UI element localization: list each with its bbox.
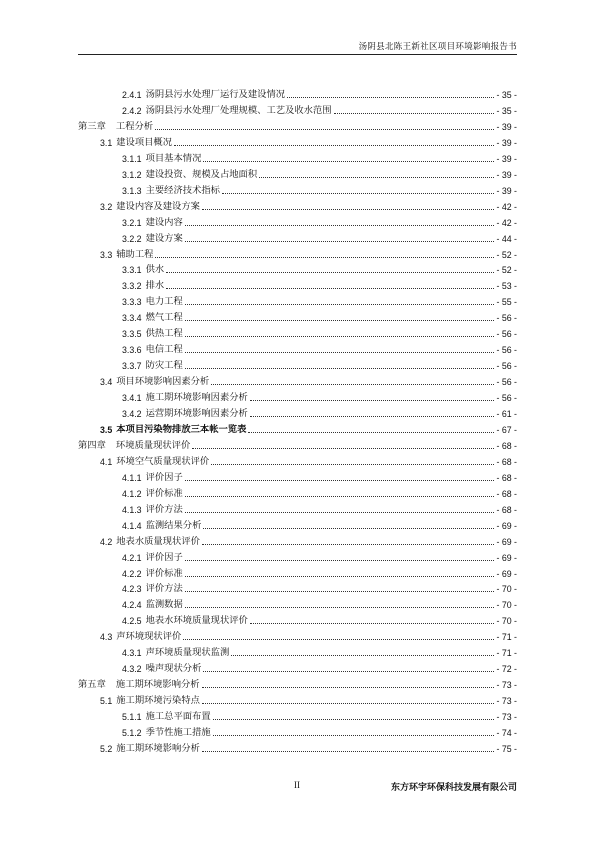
page-header	[78, 40, 517, 55]
toc-entry[interactable]	[100, 199, 517, 213]
toc-entry-number: 4.3.1	[122, 648, 142, 659]
toc-entry-title: 运营期环境影响因素分析	[145, 409, 248, 419]
toc-entry-number: 3.3.1	[122, 265, 142, 276]
toc-entry-title: 防灾工程	[145, 361, 183, 372]
toc-entry[interactable]	[122, 103, 517, 117]
toc-entry[interactable]	[122, 518, 517, 532]
toc-entry-number: 第三章	[78, 121, 106, 132]
toc-entry[interactable]	[100, 454, 517, 468]
toc-entry-title: 排水	[145, 281, 165, 292]
toc-entry[interactable]	[100, 629, 517, 643]
toc-entry-page: - 56 -	[496, 361, 517, 372]
toc-entry-page: - 56 -	[496, 345, 517, 356]
toc-entry-number: 5.1.1	[122, 712, 142, 723]
toc-leader-dots	[250, 623, 495, 624]
toc-entry-title: 汤阴县污水处理厂处理规模、工艺及收水范围	[145, 105, 332, 116]
toc-entry-page: - 35 -	[496, 105, 517, 116]
toc-entry-number: 3.3	[100, 249, 113, 260]
toc-entry[interactable]	[100, 534, 517, 548]
toc-entry-title: 噪声现状分析	[145, 664, 202, 675]
toc-entry-number: 3.3.5	[122, 329, 142, 340]
toc-entry[interactable]	[122, 725, 517, 739]
toc-entry-number: 3.3.6	[122, 345, 142, 356]
toc-leader-dots	[248, 432, 494, 433]
toc-entry-title: 电信工程	[145, 345, 183, 356]
toc-leader-dots	[250, 400, 495, 401]
toc-entry-title: 评价因子	[145, 472, 183, 483]
toc-entry-page: - 44 -	[496, 233, 517, 244]
toc-entry-title: 声环境现状评价	[116, 632, 182, 643]
toc-entry[interactable]	[122, 358, 517, 372]
toc-leader-dots	[185, 368, 495, 369]
toc-entry-number: 3.4	[100, 377, 113, 388]
toc-entry[interactable]	[122, 550, 517, 564]
toc-leader-dots	[155, 129, 494, 130]
toc-leader-dots	[174, 145, 494, 146]
toc-entry-title: 建设内容及建设方案	[116, 201, 200, 212]
footer-company: 东方环宇环保科技发展有限公司	[390, 783, 517, 793]
toc-entry-number: 3.3.2	[122, 281, 142, 292]
toc-entry-title: 建设方案	[145, 233, 183, 244]
toc-entry-page: - 70 -	[496, 600, 517, 611]
toc-entry[interactable]	[122, 151, 517, 165]
toc-leader-dots	[202, 703, 495, 704]
toc-entry-title: 施工期环境影响因素分析	[145, 393, 248, 404]
toc-leader-dots	[334, 113, 495, 114]
toc-entry-page: - 55 -	[496, 297, 517, 308]
toc-entry-title: 建设项目概况	[116, 137, 173, 148]
toc-entry-title: 项目环境影响因素分析	[116, 377, 210, 388]
toc-leader-dots	[202, 544, 495, 545]
toc-entry-number: 3.1.1	[122, 153, 142, 164]
toc-entry[interactable]	[122, 390, 517, 404]
toc-entry-number: 3.5	[100, 424, 113, 435]
toc-entry-number: 5.2	[100, 743, 113, 754]
toc-entry-page: - 72 -	[496, 664, 517, 675]
toc-leader-dots	[185, 304, 495, 305]
toc-leader-dots	[203, 671, 494, 672]
toc-leader-dots	[185, 512, 495, 513]
toc-entry-number: 4.2	[100, 536, 113, 547]
toc-entry-page: - 70 -	[496, 616, 517, 627]
toc-entry[interactable]	[122, 231, 517, 245]
toc-entry-page: - 69 -	[496, 552, 517, 563]
toc-entry-title: 施工期环境污染特点	[116, 696, 200, 707]
toc-entry[interactable]	[122, 87, 517, 101]
toc-entry-title: 施工总平面布置	[145, 712, 211, 723]
toc-entry-page: - 35 -	[496, 90, 517, 100]
toc-leader-dots	[155, 257, 494, 258]
toc-entry[interactable]	[122, 661, 517, 675]
toc-entry[interactable]	[122, 566, 517, 580]
toc-entry-number: 4.2.3	[122, 584, 142, 595]
toc-entry-page: - 69 -	[496, 520, 517, 531]
toc-entry[interactable]	[100, 741, 517, 755]
toc-leader-dots	[166, 272, 494, 273]
toc-leader-dots	[202, 687, 495, 688]
toc-entry[interactable]	[122, 278, 517, 292]
toc-entry-number: 3.2.1	[122, 217, 142, 228]
toc-entry[interactable]	[78, 677, 517, 691]
toc-entry-number: 3.3.3	[122, 297, 142, 308]
toc-leader-dots	[259, 177, 494, 178]
toc-entry[interactable]	[100, 374, 517, 388]
toc-entry-page: - 73 -	[496, 680, 517, 691]
toc-entry-number: 3.2	[100, 201, 113, 212]
toc-entry-page: - 74 -	[496, 728, 517, 738]
toc-entry-number: 第四章	[78, 440, 106, 451]
toc-entry-page: - 73 -	[496, 712, 517, 723]
toc-leader-dots	[287, 97, 494, 98]
toc-leader-dots	[185, 320, 495, 321]
toc-leader-dots	[185, 496, 495, 497]
toc-leader-dots	[213, 719, 495, 720]
toc-entry[interactable]	[122, 342, 517, 356]
toc-entry[interactable]	[78, 438, 517, 452]
toc-entry-page: - 53 -	[496, 281, 517, 292]
toc-entry-title: 辅助工程	[116, 249, 154, 260]
toc-entry-title: 工程分析	[115, 121, 154, 132]
toc-entry-page: - 56 -	[496, 377, 517, 388]
toc-entry-number: 4.2.5	[122, 616, 142, 627]
toc-entry-number: 4.3	[100, 632, 113, 643]
toc-entry-page: - 61 -	[496, 409, 517, 419]
toc-entry-number: 4.1	[100, 456, 113, 467]
toc-entry-page: - 39 -	[496, 137, 517, 148]
toc-entry-page: - 67 -	[496, 424, 517, 435]
toc-entry[interactable]	[122, 262, 517, 276]
toc-entry[interactable]	[122, 406, 517, 420]
toc-entry[interactable]	[122, 613, 517, 627]
toc-entry-title: 监测数据	[145, 600, 183, 611]
toc-entry-number: 3.4.1	[122, 393, 142, 404]
toc-entry-page: - 42 -	[496, 217, 517, 228]
toc-entry-title: 声环境质量现状监测	[145, 648, 230, 659]
toc-entry-page: - 52 -	[496, 249, 517, 260]
toc-entry-page: - 56 -	[496, 329, 517, 340]
toc-entry-title: 评价方法	[145, 584, 183, 595]
toc-entry-page: - 73 -	[496, 696, 517, 707]
toc-entry-title: 环境空气质量现状评价	[116, 456, 210, 467]
toc-entry-title: 评价方法	[145, 504, 183, 515]
toc-entry-page: - 69 -	[496, 568, 517, 579]
toc-entry-page: - 68 -	[496, 504, 517, 515]
toc-entry[interactable]	[122, 310, 517, 324]
toc-entry-page: - 71 -	[496, 632, 517, 643]
toc-leader-dots	[231, 655, 494, 656]
toc-leader-dots	[185, 336, 495, 337]
toc-entry-page: - 68 -	[496, 456, 517, 467]
toc-leader-dots	[211, 464, 494, 465]
toc-entry-page: - 42 -	[496, 201, 517, 212]
toc-entry-title: 季节性施工措施	[145, 728, 211, 738]
toc-entry[interactable]	[122, 215, 517, 229]
toc-entry-page: - 52 -	[496, 265, 517, 276]
toc-entry-number: 4.1.4	[122, 520, 142, 531]
toc-entry-title: 供水	[145, 265, 165, 276]
toc-entry-page: - 70 -	[496, 584, 517, 595]
toc-entry[interactable]	[122, 502, 517, 516]
toc-leader-dots	[185, 576, 495, 577]
toc-entry-page: - 56 -	[496, 313, 517, 324]
toc-entry-title: 电力工程	[145, 297, 183, 308]
toc-entry[interactable]	[122, 183, 517, 197]
toc-entry-number: 3.1.3	[122, 185, 142, 196]
toc-entry-number: 第五章	[78, 680, 106, 691]
toc-entry-page: - 75 -	[496, 743, 517, 754]
toc-leader-dots	[185, 225, 495, 226]
toc-entry-number: 4.2.4	[122, 600, 142, 611]
toc-entry[interactable]	[100, 135, 517, 149]
toc-entry-title: 主要经济技术指标	[145, 185, 220, 196]
toc-entry[interactable]	[122, 486, 517, 500]
toc-entry-title: 建设投资、规模及占地面积	[145, 169, 258, 180]
toc-entry-number: 2.4.2	[122, 105, 142, 116]
footer-page-number: II	[294, 780, 300, 790]
toc-entry[interactable]	[78, 119, 517, 133]
toc-leader-dots	[202, 751, 495, 752]
toc-leader-dots	[202, 209, 495, 210]
toc-entry-page: - 68 -	[496, 488, 517, 499]
toc-entry[interactable]	[100, 693, 517, 707]
toc-entry-title: 监测结果分析	[145, 520, 202, 531]
toc-entry-number: 3.1.2	[122, 169, 142, 180]
toc-entry-title: 评价因子	[145, 552, 183, 563]
toc-entry-number: 3.3.4	[122, 313, 142, 324]
toc-leader-dots	[166, 288, 494, 289]
toc-entry[interactable]	[122, 167, 517, 181]
header-title: 汤阴县北陈王新社区项目环境影响报告书	[358, 41, 517, 51]
toc-entry-page: - 56 -	[496, 393, 517, 404]
toc-entry-page: - 39 -	[496, 169, 517, 180]
toc-entry-number: 5.1.2	[122, 728, 142, 738]
toc-leader-dots	[185, 241, 495, 242]
toc-entry-number: 4.2.1	[122, 552, 142, 563]
toc-entry-page: - 69 -	[496, 536, 517, 547]
toc-entry-title: 地表水质量现状评价	[116, 536, 200, 547]
toc-leader-dots	[213, 735, 495, 736]
toc-entry-title: 施工期环境影响分析	[116, 743, 200, 754]
toc-entry[interactable]	[122, 645, 517, 659]
toc-entry-number: 4.1.3	[122, 504, 142, 515]
toc-entry-page: - 68 -	[496, 440, 517, 451]
toc-entry-page: - 71 -	[496, 648, 517, 659]
toc-leader-dots	[185, 607, 495, 608]
toc-leader-dots	[192, 448, 494, 449]
toc-entry-number: 2.4.1	[122, 90, 142, 100]
toc-entry-title: 供热工程	[145, 329, 183, 340]
toc-entry-title: 环境质量现状评价	[115, 440, 191, 451]
toc-entry-page: - 39 -	[496, 121, 517, 132]
toc-entry-number: 4.3.2	[122, 664, 142, 675]
toc-entry[interactable]	[122, 597, 517, 611]
toc-leader-dots	[203, 528, 494, 529]
toc-entry-title: 燃气工程	[145, 313, 183, 324]
toc-entry-title: 地表水环境质量现状评价	[145, 616, 248, 627]
toc-entry-number: 5.1	[100, 696, 113, 707]
toc-entry[interactable]	[100, 422, 517, 436]
toc-entry[interactable]	[122, 470, 517, 484]
toc-entry-title: 施工期环境影响分析	[115, 680, 200, 691]
toc-entry-page: - 39 -	[496, 153, 517, 164]
toc-entry-title: 评价标准	[145, 488, 183, 499]
toc-leader-dots	[185, 560, 495, 561]
toc-entry-page: - 68 -	[496, 472, 517, 483]
toc-entry[interactable]	[122, 326, 517, 340]
toc-leader-dots	[250, 416, 495, 417]
toc-entry-number: 4.2.2	[122, 568, 142, 579]
toc-entry-page: - 39 -	[496, 185, 517, 196]
toc-entry[interactable]	[122, 709, 517, 723]
toc-leader-dots	[203, 161, 494, 162]
toc-entry[interactable]	[122, 294, 517, 308]
toc-entry[interactable]	[100, 247, 517, 261]
toc-entry-number: 3.4.2	[122, 409, 142, 419]
toc-leader-dots	[183, 639, 494, 640]
toc-leader-dots	[185, 352, 495, 353]
toc-entry-number: 3.3.7	[122, 361, 142, 372]
toc-entry-title: 汤阴县污水处理厂运行及建设情况	[145, 90, 286, 100]
toc-leader-dots	[222, 193, 494, 194]
toc-entry-title: 项目基本情况	[145, 153, 202, 164]
toc-entry-title: 建设内容	[145, 217, 183, 228]
toc-entry-number: 3.1	[100, 137, 113, 148]
toc-entry-number: 4.1.2	[122, 488, 142, 499]
toc-entry-title: 评价标准	[145, 568, 183, 579]
toc-entry-number: 3.2.2	[122, 233, 142, 244]
toc-leader-dots	[185, 591, 495, 592]
toc-leader-dots	[185, 480, 495, 481]
toc-entry[interactable]	[122, 581, 517, 595]
toc-entry-number: 4.1.1	[122, 472, 142, 483]
toc-entry-title: 本项目污染物排放三本帐一览表	[116, 424, 247, 435]
toc-leader-dots	[211, 384, 494, 385]
